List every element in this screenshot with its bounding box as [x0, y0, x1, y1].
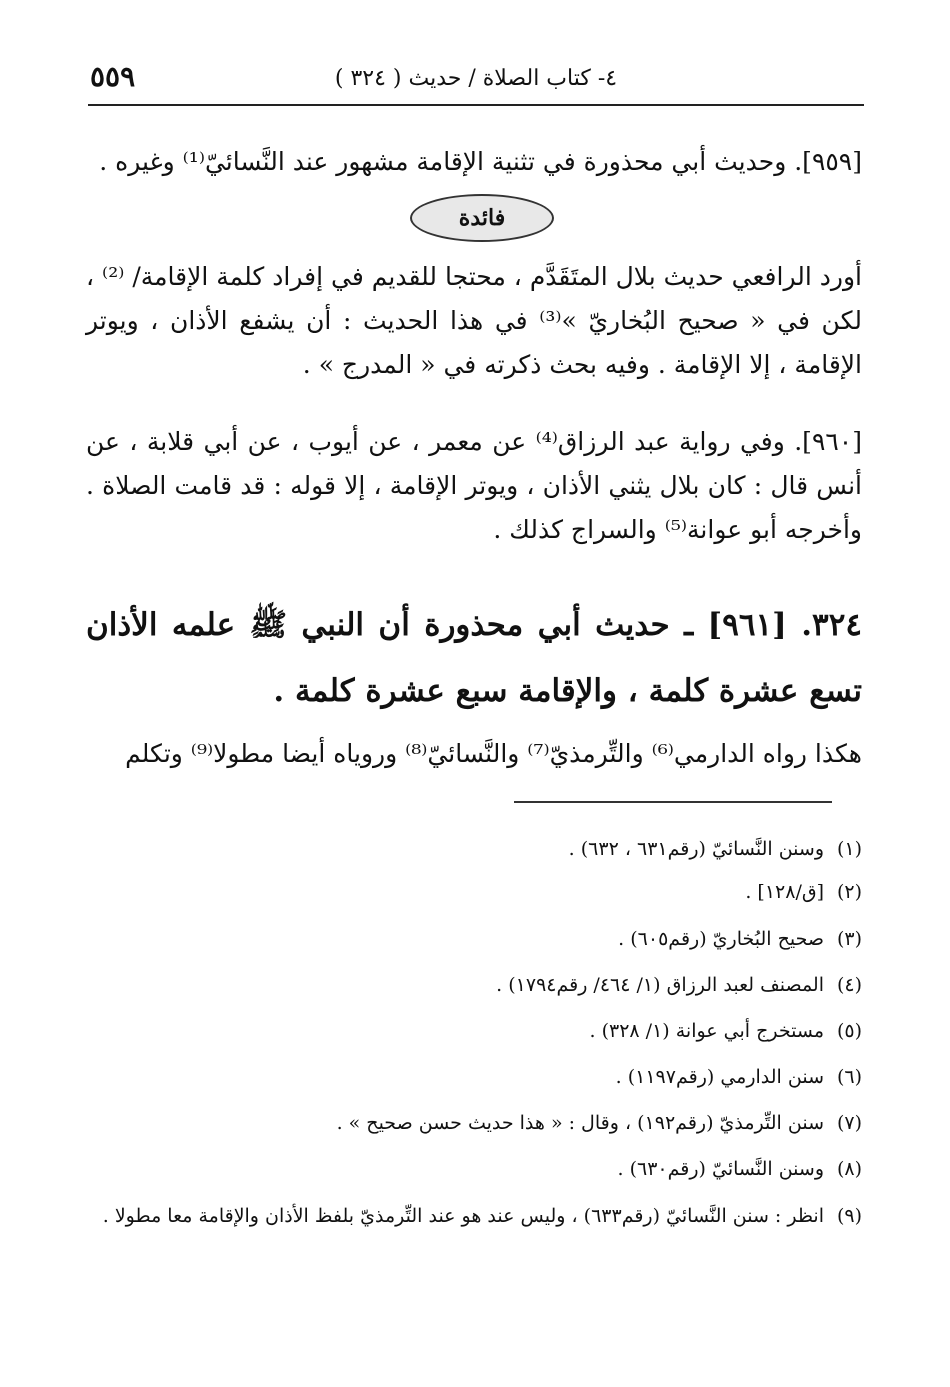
chapter-title: ٤- كتاب الصلاة / حديث ( ٣٢٤ )	[334, 66, 618, 91]
footnote-text: [ق/١٢٨] .	[745, 881, 824, 903]
footnote-1	[90, 828, 862, 870]
paragraph-faida: أورد الرافعي حديث بلال المتَقَدَّم ، محتجا للقديم في إفراد كلمة الإقامة/ ⁽²⁾ ، لكن في « صحيح البُخاريّ »⁽³⁾ في هذا الحديث : أن يشفع الأذان ، ويوتر الإقامة ، إلا الإقامة . وفيه بحث ذكرته في « المدرج » .	[86, 262, 863, 379]
footnote-text: سنن التِّرمذيّ (رقم١٩٢) ، وقال : « هذا حديث حسن صحيح » .	[336, 1112, 824, 1134]
footnote-number: (١)	[836, 838, 862, 860]
footnote-8	[90, 1148, 862, 1190]
footnote-6	[90, 1056, 862, 1098]
footnote-text: المصنف لعبد الرزاق (١/ ٤٦٤/ رقم١٧٩٤) .	[496, 974, 824, 996]
footnote-text: صحيح البُخاريّ (رقم٦٠٥) .	[618, 928, 824, 950]
footnote-text: سنن الدارمي (رقم١١٩٧) .	[615, 1066, 824, 1088]
footnote-text: وسنن النَّسائيّ (رقم٦٣١ ، ٦٣٢) .	[568, 838, 824, 860]
footnote-4	[90, 964, 862, 1006]
footnote-text: وسنن النَّسائيّ (رقم٦٣٠) .	[617, 1158, 824, 1180]
footnote-9	[90, 1198, 862, 1234]
footnote-7	[90, 1102, 862, 1144]
footnote-5	[90, 1010, 862, 1052]
footnote-number: (٤)	[836, 974, 862, 996]
paragraph-959: [٩٥٩]. وحديث أبي محذورة في تثنية الإقامة مشهور عند النَّسائيّ⁽¹⁾ وغيره .	[99, 147, 862, 176]
footnote-number: (٥)	[836, 1020, 862, 1042]
footnote-text: انظر : سنن النَّسائيّ (رقم٦٣٣) ، وليس عند هو عند التِّرمذيّ بلفظ الأذان والإقامة معا مطولا .	[102, 1205, 824, 1227]
faida-badge: فائدة	[410, 194, 554, 242]
hadith-heading-324: ٣٢٤. [٩٦١] ـ حديث أبي محذورة أن النبي ﷺ علمه الأذان تسع عشرة كلمة ، والإقامة سبع عشرة كلمة .	[86, 607, 862, 709]
footnote-text: مستخرج أبي عوانة (١/ ٣٢٨) .	[589, 1020, 824, 1042]
header-divider	[88, 104, 864, 106]
footnote-number: (٢)	[836, 881, 862, 903]
page-number: ٥٥٩	[90, 60, 136, 93]
footnote-number: (٧)	[836, 1112, 862, 1134]
footnote-number: (٦)	[836, 1066, 862, 1088]
footnote-2	[90, 871, 862, 913]
footnote-number: (٨)	[836, 1158, 862, 1180]
running-header	[90, 60, 862, 100]
footnote-number: (٣)	[836, 928, 862, 950]
footnote-divider	[514, 801, 832, 803]
paragraph-960: [٩٦٠]. وفي رواية عبد الرزاق⁽⁴⁾ عن معمر ، عن أيوب ، عن أبي قلابة ، عن أنس قال : كان بلال يثني الأذان ، ويوتر الإقامة ، إلا قوله : قد قامت الصلاة . وأخرجه أبو عوانة⁽⁵⁾ والسراج كذلك .	[86, 427, 862, 544]
paragraph-after-heading: هكذا رواه الدارمي⁽⁶⁾ والتِّرمذيّ⁽⁷⁾ والنَّسائيّ⁽⁸⁾ وروياه أيضا مطولا⁽⁹⁾ وتكلم	[125, 739, 862, 768]
footnote-3	[90, 918, 862, 960]
footnote-number: (٩)	[836, 1205, 862, 1227]
